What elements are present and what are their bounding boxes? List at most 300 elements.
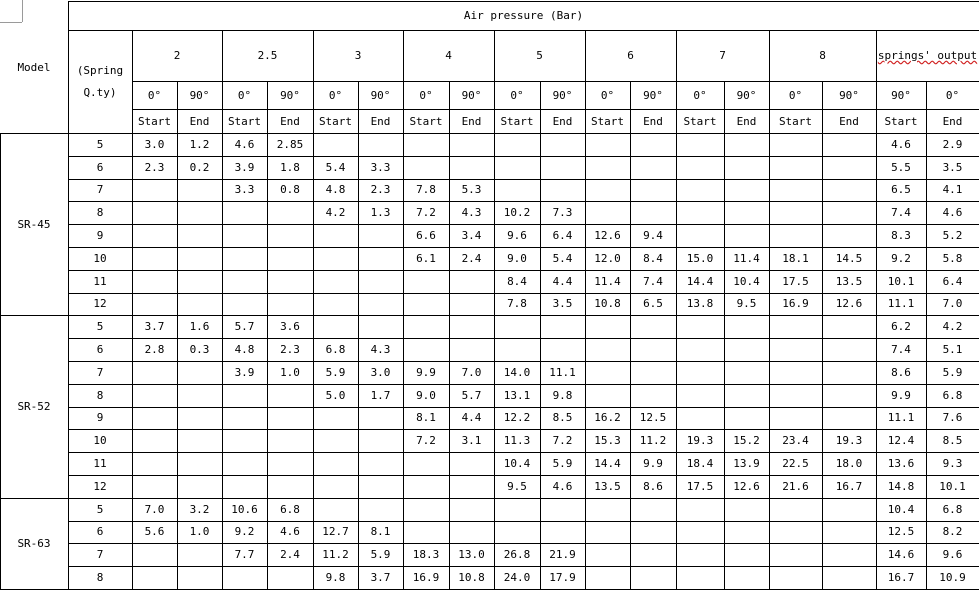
data-cell: 21.6 — [782, 479, 809, 493]
data-cell — [724, 179, 769, 202]
data-cell — [822, 384, 876, 407]
data-cell: 5.6 — [144, 525, 165, 539]
data-cell: 11.2 — [639, 434, 667, 448]
data-cell — [177, 543, 222, 566]
data-cell — [132, 224, 177, 247]
data-cell — [132, 179, 177, 202]
data-cell: 2.3 — [280, 343, 300, 357]
data-cell: 12.5 — [887, 525, 915, 539]
grid-line — [68, 1, 979, 2]
data-cell — [822, 566, 876, 589]
data-cell: 5.7 — [461, 388, 482, 402]
data-cell — [540, 156, 585, 179]
data-cell — [267, 247, 313, 270]
data-cell — [403, 156, 449, 179]
data-cell: 4.2 — [325, 206, 346, 220]
data-cell — [358, 407, 403, 430]
model-label: SR-45 — [17, 217, 51, 231]
data-cell — [630, 521, 676, 544]
data-cell — [222, 407, 267, 430]
data-cell: 5.5 — [891, 160, 911, 174]
data-cell: 14.0 — [503, 365, 531, 379]
angle-header: 0° — [147, 88, 162, 102]
data-cell — [769, 361, 822, 384]
grid-line — [68, 521, 979, 522]
data-cell — [822, 224, 876, 247]
model-label: SR-63 — [17, 536, 51, 550]
grid-line — [68, 543, 979, 544]
data-cell — [449, 293, 494, 316]
spring-qty-cell: 8 — [96, 388, 104, 402]
data-cell — [177, 452, 222, 475]
data-cell: 12.6 — [594, 229, 621, 243]
angle-header: 90° — [643, 88, 663, 102]
data-cell — [676, 521, 724, 544]
spring-qty-cell: 10 — [93, 434, 107, 448]
data-cell — [494, 498, 540, 521]
data-cell — [177, 224, 222, 247]
data-cell — [724, 498, 769, 521]
angle-header: 90° — [552, 88, 573, 102]
data-cell — [724, 566, 769, 589]
data-cell — [313, 407, 358, 430]
data-cell — [449, 133, 494, 156]
data-cell — [630, 201, 676, 224]
data-cell: 9.9 — [416, 365, 436, 379]
data-cell: 12.4 — [887, 434, 915, 448]
data-cell — [630, 543, 676, 566]
data-cell: 7.2 — [552, 434, 573, 448]
data-cell — [494, 179, 540, 202]
grid-line — [68, 361, 979, 362]
data-cell — [403, 270, 449, 293]
data-cell — [769, 224, 822, 247]
data-cell — [267, 270, 313, 293]
angle-header: 0° — [237, 88, 252, 102]
data-cell: 5.9 — [942, 365, 963, 379]
data-cell: 9.8 — [552, 388, 573, 402]
data-cell — [724, 156, 769, 179]
data-cell: 13.9 — [733, 457, 760, 471]
angle-header: 90° — [370, 88, 391, 102]
grid-line — [68, 293, 979, 294]
data-cell: 5.3 — [461, 183, 482, 197]
data-cell: 0.2 — [189, 160, 210, 174]
data-cell: 0.3 — [189, 343, 210, 357]
data-cell: 12.2 — [503, 411, 531, 425]
data-cell — [267, 384, 313, 407]
data-cell — [540, 498, 585, 521]
angle-header: 90° — [280, 88, 300, 102]
pressure-header-6: 6 — [627, 49, 634, 62]
data-cell — [676, 566, 724, 589]
data-cell: 1.6 — [189, 320, 210, 334]
spring-qty-cell: 12 — [93, 297, 107, 311]
spring-qty-cell: 11 — [93, 274, 107, 288]
data-cell: 6.8 — [942, 502, 963, 516]
data-cell: 1.8 — [280, 160, 300, 174]
data-cell: 5.2 — [942, 229, 963, 243]
data-cell: 7.0 — [461, 365, 482, 379]
data-cell — [403, 338, 449, 361]
start-header: Start — [137, 114, 172, 128]
data-cell — [822, 315, 876, 338]
angle-header: 90° — [461, 88, 482, 102]
data-cell — [132, 543, 177, 566]
data-cell — [585, 315, 630, 338]
data-cell: 11.1 — [887, 297, 915, 311]
data-cell: 7.4 — [891, 343, 911, 357]
data-cell: 6.8 — [942, 388, 963, 402]
data-cell — [585, 521, 630, 544]
data-cell: 12.0 — [594, 251, 621, 265]
data-cell: 11.3 — [503, 434, 531, 448]
data-cell: 5.0 — [325, 388, 346, 402]
data-cell — [358, 498, 403, 521]
data-cell — [676, 384, 724, 407]
data-cell: 1.0 — [189, 525, 210, 539]
angle-header: 0° — [693, 88, 707, 102]
grid-line — [0, 133, 1, 589]
data-cell — [724, 521, 769, 544]
angle-header: 0° — [945, 88, 960, 102]
data-cell: 18.4 — [686, 457, 714, 471]
data-cell: 18.1 — [782, 251, 809, 265]
data-cell: 9.4 — [643, 229, 663, 243]
data-cell: 7.8 — [507, 297, 527, 311]
data-cell — [769, 179, 822, 202]
data-cell: 14.6 — [887, 548, 915, 562]
angle-header: 90° — [891, 88, 911, 102]
data-cell: 5.8 — [942, 251, 963, 265]
data-cell: 8.5 — [942, 434, 963, 448]
data-cell — [449, 338, 494, 361]
data-cell: 11.4 — [594, 274, 621, 288]
data-cell — [449, 521, 494, 544]
data-cell: 4.4 — [461, 411, 482, 425]
data-cell — [822, 179, 876, 202]
data-cell: 14.8 — [887, 479, 915, 493]
model-label: SR-52 — [17, 400, 51, 414]
data-cell: 16.9 — [412, 571, 440, 585]
data-cell: 11.1 — [887, 411, 915, 425]
data-cell — [585, 133, 630, 156]
grid-line — [68, 384, 979, 385]
data-cell — [494, 133, 540, 156]
spring-qty-cell: 9 — [96, 411, 104, 425]
data-cell: 13.8 — [686, 297, 714, 311]
data-cell: 1.2 — [189, 137, 210, 151]
pressure-header-4: 4 — [445, 49, 452, 62]
data-cell: 9.3 — [942, 457, 963, 471]
end-header: End — [461, 114, 482, 128]
data-cell: 14.5 — [835, 251, 863, 265]
spring-qty-cell: 7 — [96, 548, 104, 562]
data-cell — [358, 452, 403, 475]
grid-line — [68, 475, 979, 476]
data-cell: 3.3 — [370, 160, 391, 174]
data-cell — [177, 429, 222, 452]
pressure-header-5: 5 — [536, 49, 543, 62]
end-header: End — [643, 114, 663, 128]
data-cell: 4.6 — [234, 137, 255, 151]
data-cell — [540, 315, 585, 338]
data-cell: 16.7 — [887, 571, 915, 585]
data-cell — [540, 179, 585, 202]
data-cell: 14.4 — [686, 274, 714, 288]
data-cell: 7.4 — [891, 206, 911, 220]
data-cell — [177, 384, 222, 407]
data-cell — [132, 566, 177, 589]
data-cell: 6.1 — [416, 251, 436, 265]
data-cell — [132, 293, 177, 316]
data-cell: 2.4 — [280, 548, 300, 562]
data-cell: 18.0 — [835, 457, 863, 471]
data-cell — [540, 133, 585, 156]
data-cell — [403, 452, 449, 475]
data-cell: 10.4 — [733, 274, 760, 288]
start-header: Start — [683, 114, 717, 128]
data-cell — [313, 224, 358, 247]
angle-header: 0° — [600, 88, 615, 102]
end-header: End — [942, 114, 963, 128]
data-cell — [630, 338, 676, 361]
data-cell: 7.0 — [942, 297, 963, 311]
data-cell: 4.3 — [461, 206, 482, 220]
end-header: End — [736, 114, 757, 128]
data-cell — [494, 156, 540, 179]
data-cell — [313, 315, 358, 338]
data-cell: 12.6 — [835, 297, 863, 311]
data-cell: 7.0 — [144, 502, 165, 516]
data-cell — [494, 315, 540, 338]
data-cell: 12.5 — [639, 411, 667, 425]
grid-line — [68, 452, 979, 453]
data-cell — [177, 566, 222, 589]
data-cell — [769, 201, 822, 224]
data-cell: 4.3 — [370, 343, 391, 357]
data-cell: 12.7 — [322, 525, 349, 539]
data-cell — [724, 407, 769, 430]
end-header: End — [280, 114, 300, 128]
data-cell — [724, 338, 769, 361]
spring-qty-cell: 8 — [96, 206, 104, 220]
data-cell — [403, 498, 449, 521]
data-cell: 3.5 — [942, 160, 963, 174]
data-cell: 7.3 — [552, 206, 573, 220]
data-cell: 3.9 — [234, 160, 255, 174]
data-cell: 3.2 — [189, 502, 210, 516]
data-cell — [630, 179, 676, 202]
data-cell — [313, 452, 358, 475]
data-cell — [132, 429, 177, 452]
data-cell — [630, 384, 676, 407]
data-cell: 10.6 — [231, 502, 258, 516]
data-cell: 11.2 — [322, 548, 349, 562]
data-cell — [585, 566, 630, 589]
data-cell: 8.4 — [643, 251, 663, 265]
data-cell — [358, 270, 403, 293]
data-cell — [585, 384, 630, 407]
data-cell — [585, 338, 630, 361]
data-cell — [358, 224, 403, 247]
spring-qty-cell: 7 — [96, 365, 104, 379]
data-cell: 23.4 — [782, 434, 809, 448]
data-cell: 8.5 — [552, 411, 573, 425]
data-cell — [222, 452, 267, 475]
data-cell — [358, 429, 403, 452]
data-cell: 10.8 — [594, 297, 621, 311]
data-cell: 3.1 — [461, 434, 482, 448]
data-cell — [676, 338, 724, 361]
spring-qty-cell: 10 — [93, 251, 107, 265]
data-cell: 18.3 — [412, 548, 440, 562]
data-cell — [313, 429, 358, 452]
data-cell — [358, 315, 403, 338]
data-cell — [403, 521, 449, 544]
data-cell — [585, 179, 630, 202]
data-cell — [540, 338, 585, 361]
data-cell: 3.0 — [144, 137, 165, 151]
data-cell: 11.4 — [733, 251, 760, 265]
data-cell — [449, 475, 494, 498]
start-header: Start — [227, 114, 262, 128]
start-header: Start — [778, 114, 813, 128]
data-cell: 13.1 — [503, 388, 531, 402]
grid-line — [68, 201, 979, 202]
data-cell — [267, 566, 313, 589]
data-cell: 26.8 — [503, 548, 531, 562]
data-cell: 10.8 — [458, 571, 485, 585]
spring-qty-header-line1: (Spring — [76, 63, 124, 77]
data-cell: 4.1 — [942, 183, 963, 197]
data-cell — [403, 315, 449, 338]
data-cell — [177, 293, 222, 316]
data-cell — [822, 498, 876, 521]
data-cell — [222, 247, 267, 270]
data-cell — [449, 315, 494, 338]
data-cell — [585, 498, 630, 521]
data-cell — [267, 224, 313, 247]
air-pressure-header: Air pressure (Bar) — [463, 9, 584, 22]
start-header: Start — [884, 114, 918, 128]
data-cell — [769, 384, 822, 407]
data-cell — [177, 247, 222, 270]
data-cell — [494, 521, 540, 544]
angle-header: 0° — [788, 88, 803, 102]
data-cell: 10.1 — [939, 479, 966, 493]
data-cell: 4.4 — [552, 274, 573, 288]
grid-line — [68, 429, 979, 430]
angle-header: 0° — [510, 88, 524, 102]
data-cell: 9.0 — [507, 251, 527, 265]
data-cell: 6.6 — [416, 229, 436, 243]
spring-qty-cell: 6 — [96, 343, 104, 357]
data-cell — [267, 407, 313, 430]
data-cell — [358, 247, 403, 270]
data-cell: 9.9 — [643, 457, 663, 471]
data-cell — [177, 179, 222, 202]
data-cell: 9.8 — [325, 571, 346, 585]
data-cell: 4.8 — [234, 343, 255, 357]
data-cell: 10.2 — [503, 206, 531, 220]
data-cell: 15.0 — [686, 251, 714, 265]
data-cell — [822, 361, 876, 384]
data-cell: 9.5 — [507, 479, 527, 493]
data-cell — [769, 156, 822, 179]
data-cell: 6.5 — [643, 297, 663, 311]
data-cell: 3.0 — [370, 365, 391, 379]
data-cell — [724, 543, 769, 566]
start-header: Start — [500, 114, 534, 128]
data-cell: 6.2 — [891, 320, 911, 334]
data-cell: 13.0 — [458, 548, 485, 562]
data-cell: 6.4 — [942, 274, 963, 288]
data-cell — [585, 156, 630, 179]
data-cell: 2.3 — [144, 160, 165, 174]
data-cell: 3.4 — [461, 229, 482, 243]
data-cell: 13.5 — [835, 274, 863, 288]
data-cell: 9.2 — [891, 251, 911, 265]
data-cell — [769, 133, 822, 156]
data-cell: 6.8 — [325, 343, 346, 357]
data-cell — [676, 179, 724, 202]
grid-line — [68, 224, 979, 225]
spring-qty-cell: 5 — [96, 502, 104, 516]
pressure-header-3: 3 — [354, 49, 362, 62]
data-cell: 1.0 — [280, 365, 300, 379]
data-cell: 7.7 — [234, 548, 255, 562]
grid-line — [68, 566, 979, 567]
grid-line — [68, 270, 979, 271]
grid-line — [68, 407, 979, 408]
data-cell — [724, 201, 769, 224]
angle-header: 90° — [839, 88, 859, 102]
data-cell — [177, 475, 222, 498]
data-cell — [132, 384, 177, 407]
data-cell — [724, 315, 769, 338]
data-cell: 4.6 — [552, 479, 573, 493]
data-cell — [177, 270, 222, 293]
pressure-header-2: 2 — [173, 49, 181, 62]
data-cell — [358, 475, 403, 498]
data-cell — [267, 452, 313, 475]
data-cell: 9.0 — [416, 388, 436, 402]
data-cell: 5.1 — [942, 343, 963, 357]
data-cell: 6.8 — [280, 502, 300, 516]
data-cell — [313, 247, 358, 270]
data-cell — [676, 361, 724, 384]
data-cell: 9.2 — [234, 525, 255, 539]
data-cell — [313, 270, 358, 293]
angle-header: 90° — [189, 88, 210, 102]
data-cell: 8.6 — [643, 479, 663, 493]
spring-qty-cell: 12 — [93, 479, 107, 493]
data-cell — [822, 133, 876, 156]
data-cell: 7.4 — [643, 274, 663, 288]
spring-qty-cell: 11 — [93, 457, 107, 471]
data-cell — [676, 224, 724, 247]
data-cell: 13.5 — [594, 479, 621, 493]
data-cell: 14.4 — [594, 457, 621, 471]
data-cell — [822, 201, 876, 224]
data-cell — [724, 224, 769, 247]
pressure-header-2-5: 2.5 — [257, 49, 278, 62]
data-cell: 2.3 — [370, 183, 391, 197]
data-cell — [769, 315, 822, 338]
data-cell — [676, 133, 724, 156]
data-cell: 16.7 — [835, 479, 863, 493]
